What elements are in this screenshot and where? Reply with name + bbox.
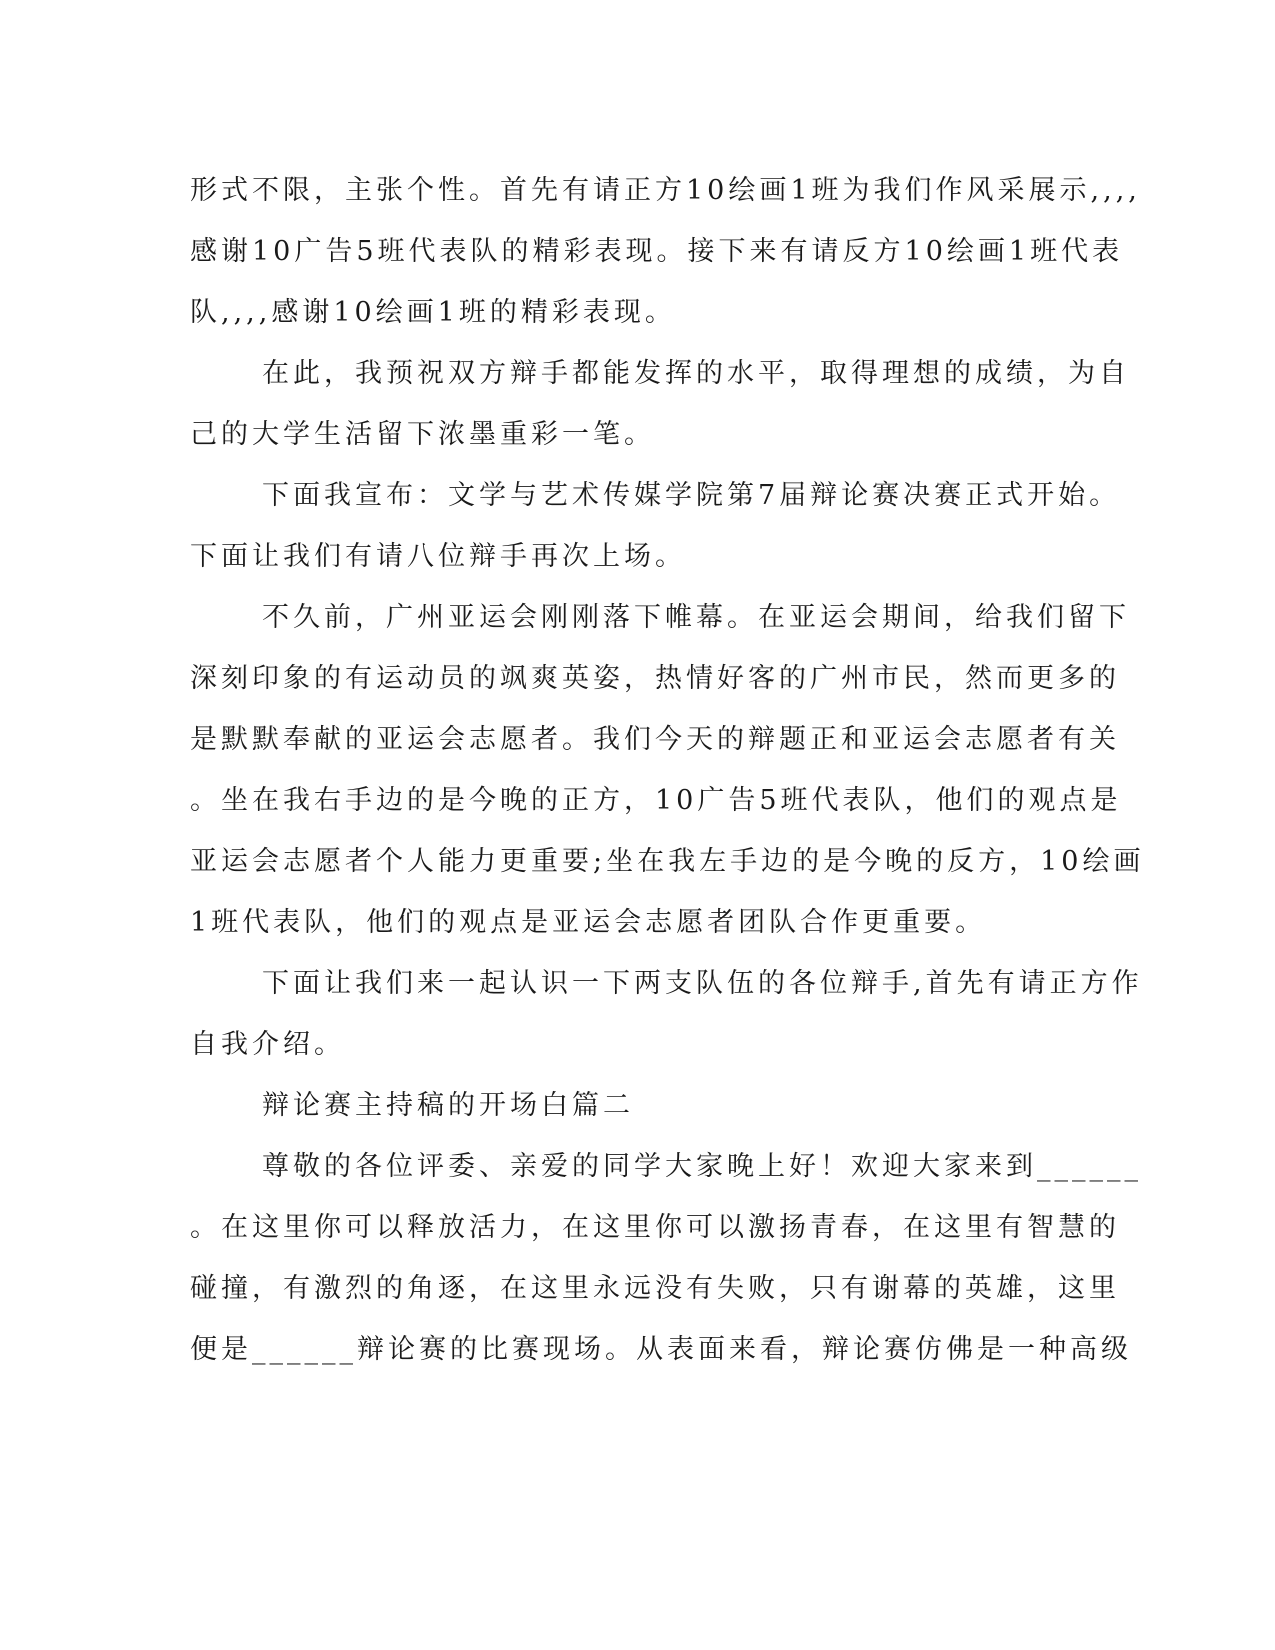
text-line: 下面让我们来一起认识一下两支队伍的各位辩手,首先有请正方作 — [262, 968, 1143, 999]
text-line: 尊敬的各位评委、亲爱的同学大家晚上好！欢迎大家来到______ — [262, 1151, 1142, 1182]
text-line: 。在这里你可以释放活力，在这里你可以激扬青春，在这里有智慧的 — [190, 1212, 1120, 1243]
text-line: 形式不限，主张个性。首先有请正方10绘画1班为我们作风采展示,,,, — [190, 175, 1141, 206]
text-line: 下面我宣布：文学与艺术传媒学院第7届辩论赛决赛正式开始。 — [262, 480, 1121, 511]
text-line: 在此，我预祝双方辩手都能发挥的水平，取得理想的成绩，为自 — [262, 358, 1130, 389]
text-line: 深刻印象的有运动员的飒爽英姿，热情好客的广州市民，然而更多的 — [190, 663, 1120, 694]
text-line: 队,,,,感谢10绘画1班的精彩表现。 — [190, 297, 676, 328]
text-line: 亚运会志愿者个人能力更重要;坐在我左手边的是今晚的反方，10绘画 — [190, 846, 1145, 877]
text-line: 碰撞，有激烈的角逐，在这里永远没有失败，只有谢幕的英雄，这里 — [190, 1273, 1120, 1304]
text-line: 便是______辩论赛的比赛现场。从表面来看，辩论赛仿佛是一种高级 — [190, 1334, 1132, 1365]
text-line: 。坐在我右手边的是今晚的正方，10广告5班代表队，他们的观点是 — [190, 785, 1122, 816]
text-line: 己的大学生活留下浓墨重彩一笔。 — [190, 419, 655, 450]
text-line: 感谢10广告5班代表队的精彩表现。接下来有请反方10绘画1班代表 — [190, 236, 1124, 267]
text-line: 下面让我们有请八位辩手再次上场。 — [190, 541, 686, 572]
text-line: 是默默奉献的亚运会志愿者。我们今天的辩题正和亚运会志愿者有关 — [190, 724, 1120, 755]
text-line: 1班代表队，他们的观点是亚运会志愿者团队合作更重要。 — [190, 907, 987, 938]
section-heading: 辩论赛主持稿的开场白篇二 — [262, 1090, 634, 1121]
text-line: 自我介绍。 — [190, 1029, 345, 1060]
text-line: 不久前，广州亚运会刚刚落下帷幕。在亚运会期间，给我们留下 — [262, 602, 1130, 633]
document-body — [190, 160, 1145, 1380]
